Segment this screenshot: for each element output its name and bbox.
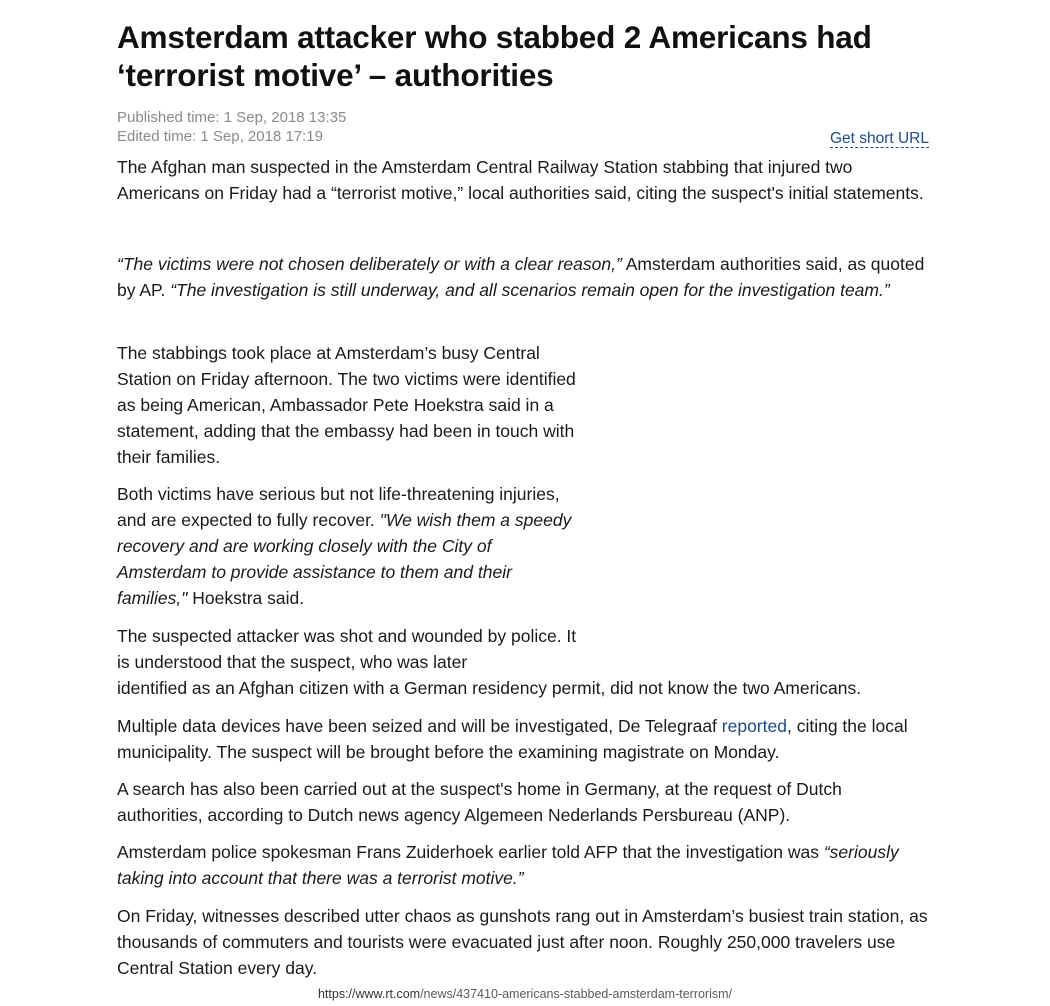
paragraph-6	[117, 713, 929, 765]
quote-4: “seriously taking into account that there was a terrorist motive.”	[117, 842, 899, 888]
paragraph-5-text-a: The suspected attacker was shot and wounded by police. It is understood that the suspect, who was later	[117, 626, 577, 672]
article-title: Amsterdam attacker who stabbed 2 Americans had ‘terrorist motive’ – authorities	[117, 19, 872, 93]
quote-1: “The victims were not chosen deliberately or with a clear reason,”	[117, 254, 622, 274]
quote-2: “The investigation is still underway, and all scenarios remain open for the investigation team.”	[170, 280, 890, 300]
paragraph-4-text-a: Both victims have serious but not life-threatening injuries, and are expected to fully recover.	[117, 484, 560, 530]
quote-3: "We wish them a speedy recovery and are working closely with the City of Amsterdam to provide assistance to them and their families,"	[117, 510, 572, 608]
paragraph-5-text-b: identified as an Afghan citizen with a German residency permit, did not know the two Americans.	[117, 678, 862, 698]
paragraph-4	[117, 481, 577, 611]
paragraph-3: The stabbings took place at Amsterdam’s busy Central Station on Friday afternoon. The two victims were identified as being American, Ambassador Pete Hoekstra said in a statement, adding that the embassy had been in touch with their families.	[117, 343, 576, 467]
get-short-url-link[interactable]: Get short URL	[829, 130, 929, 147]
paragraph-5	[117, 623, 929, 701]
article	[117, 18, 929, 978]
paragraph-8-text: Amsterdam police spokesman Frans Zuiderhoek earlier told AFP that the investigation was	[117, 842, 824, 862]
paragraph-1: The Afghan man suspected in the Amsterdam Central Railway Station stabbing that injured two Americans on Friday had a “terrorist motive,” local authorities said, citing the suspect's initial statements.	[117, 157, 924, 203]
paragraph-6-text-b: , citing the local municipality. The suspect will be brought before the examining magistrate on Monday.	[117, 716, 908, 762]
page-url	[0, 986, 1050, 1002]
page-url-path: /news/437410-americans-stabbed-amsterdam-terrorism/	[420, 987, 733, 1001]
published-time: Published time: 1 Sep, 2018 13:35	[117, 109, 347, 126]
reported-link[interactable]: reported	[721, 716, 787, 736]
page-url-host: https://www.rt.com	[317, 987, 421, 1001]
paragraph-9: On Friday, witnesses described utter chaos as gunshots rang out in Amsterdam’s busiest train station, as thousands of commuters and tourists were evacuated just after noon. Roughly 250,000 travelers use Central Station every day.	[117, 906, 928, 978]
edited-time: Edited time: 1 Sep, 2018 17:19	[117, 128, 323, 145]
paragraph-4-text-b: Hoekstra said.	[187, 588, 305, 608]
paragraph-2-text: Amsterdam authorities said, as quoted by AP.	[117, 254, 925, 300]
paragraph-7: A search has also been carried out at the suspect's home in Germany, at the request of Dutch authorities, according to Dutch news agency Algemeen Nederlands Persbureau (ANP).	[117, 779, 842, 825]
paragraph-2	[117, 251, 929, 303]
article-meta	[117, 108, 929, 146]
paragraph-8	[117, 839, 929, 891]
paragraph-6-text-a: Multiple data devices have been seized and will be investigated, De Telegraaf	[117, 716, 722, 736]
